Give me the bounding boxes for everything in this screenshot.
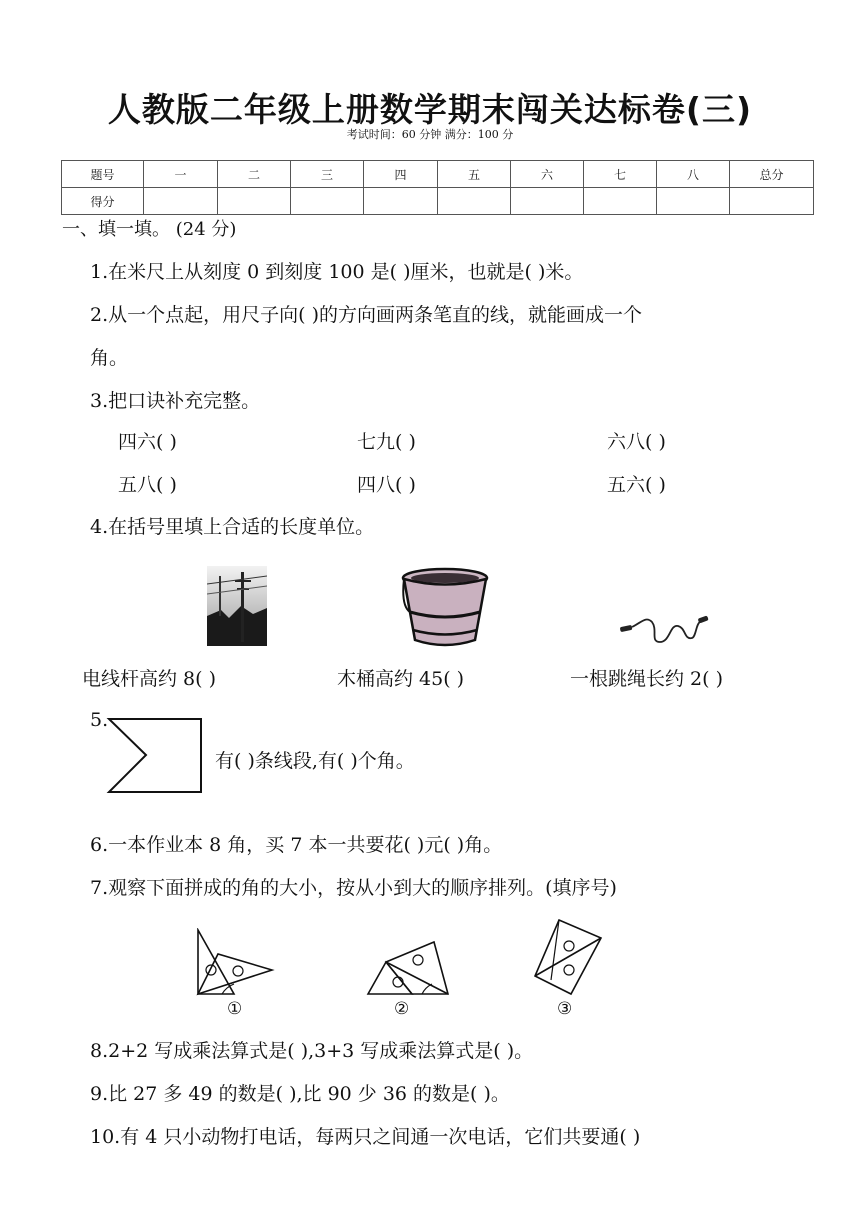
q4-item-pole: 电线杆高约 8( ): [82, 668, 216, 690]
q3-item: 五八( ): [118, 474, 177, 496]
score-input-cell[interactable]: [364, 188, 438, 215]
table-cell: 一: [144, 161, 218, 188]
exam-info: 考试时间：60 分钟 满分：100 分: [346, 128, 514, 141]
table-cell: 七: [584, 161, 657, 188]
table-cell: 二: [218, 161, 291, 188]
table-cell: 三: [291, 161, 364, 188]
score-input-cell[interactable]: [584, 188, 657, 215]
section-title: 一、填一填。 (24 分): [62, 219, 237, 240]
question-7: 7.观察下面拼成的角的大小，按从小到大的顺序排列。(填序号): [90, 877, 617, 899]
question-1: 1.在米尺上从刻度 0 到刻度 100 是( )厘米，也就是( )米。: [90, 261, 584, 283]
table-cell: 八: [657, 161, 730, 188]
page-title: 人教版二年级上册数学期末闯关达标卷(三): [107, 90, 753, 129]
bucket-icon: [401, 566, 489, 650]
table-cell: 四: [364, 161, 438, 188]
q3-item: 五六( ): [607, 474, 666, 496]
q3-item: 四六( ): [118, 431, 177, 453]
table-cell: 五: [438, 161, 511, 188]
q3-item: 七九( ): [357, 431, 416, 453]
table-row: [62, 188, 814, 215]
question-5: 有( )条线段,有( )个角。: [215, 750, 415, 772]
score-input-cell[interactable]: [438, 188, 511, 215]
score-table: [61, 160, 814, 215]
table-cell: 得分: [62, 188, 144, 215]
table-cell: 六: [511, 161, 584, 188]
score-input-cell[interactable]: [511, 188, 584, 215]
score-input-cell[interactable]: [218, 188, 291, 215]
question-6: 6.一本作业本 8 角，买 7 本一共要花( )元( )角。: [90, 834, 503, 856]
q3-item: 六八( ): [607, 431, 666, 453]
jump-rope-icon: [618, 612, 710, 646]
score-input-cell[interactable]: [144, 188, 218, 215]
triangle-angle-figure-2: [366, 938, 450, 996]
question-8: 8.2+2 写成乘法算式是( ),3+3 写成乘法算式是( )。: [90, 1040, 534, 1062]
figure-label-1: ①: [227, 999, 243, 1019]
utility-pole-photo-icon: [207, 566, 267, 646]
q4-item-rope: 一根跳绳长约 2( ): [570, 668, 723, 690]
question-4: 4.在括号里填上合适的长度单位。: [90, 516, 375, 538]
table-cell: 题号: [62, 161, 144, 188]
question-5-number: 5.: [90, 709, 109, 731]
triangle-angle-figure-1: [192, 928, 276, 996]
q3-item: 四八( ): [357, 474, 416, 496]
question-9: 9.比 27 多 49 的数是( ),比 90 少 36 的数是( )。: [90, 1083, 510, 1105]
score-input-cell[interactable]: [291, 188, 364, 215]
question-2: 2.从一个点起，用尺子向( )的方向画两条笔直的线，就能画成一个: [90, 304, 642, 326]
question-2-cont: 角。: [90, 347, 129, 369]
table-row: [62, 161, 814, 188]
figure-label-3: ③: [557, 999, 573, 1019]
table-cell: 总分: [730, 161, 814, 188]
flag-shape-figure: [106, 717, 204, 795]
score-input-cell[interactable]: [730, 188, 814, 215]
question-3: 3.把口诀补充完整。: [90, 390, 261, 412]
question-10: 10.有 4 只小动物打电话，每两只之间通一次电话，它们共要通( ): [90, 1126, 641, 1148]
triangle-angle-figure-3: [531, 918, 603, 996]
q4-item-bucket: 木桶高约 45( ): [337, 668, 465, 690]
score-input-cell[interactable]: [657, 188, 730, 215]
figure-label-2: ②: [394, 999, 410, 1019]
